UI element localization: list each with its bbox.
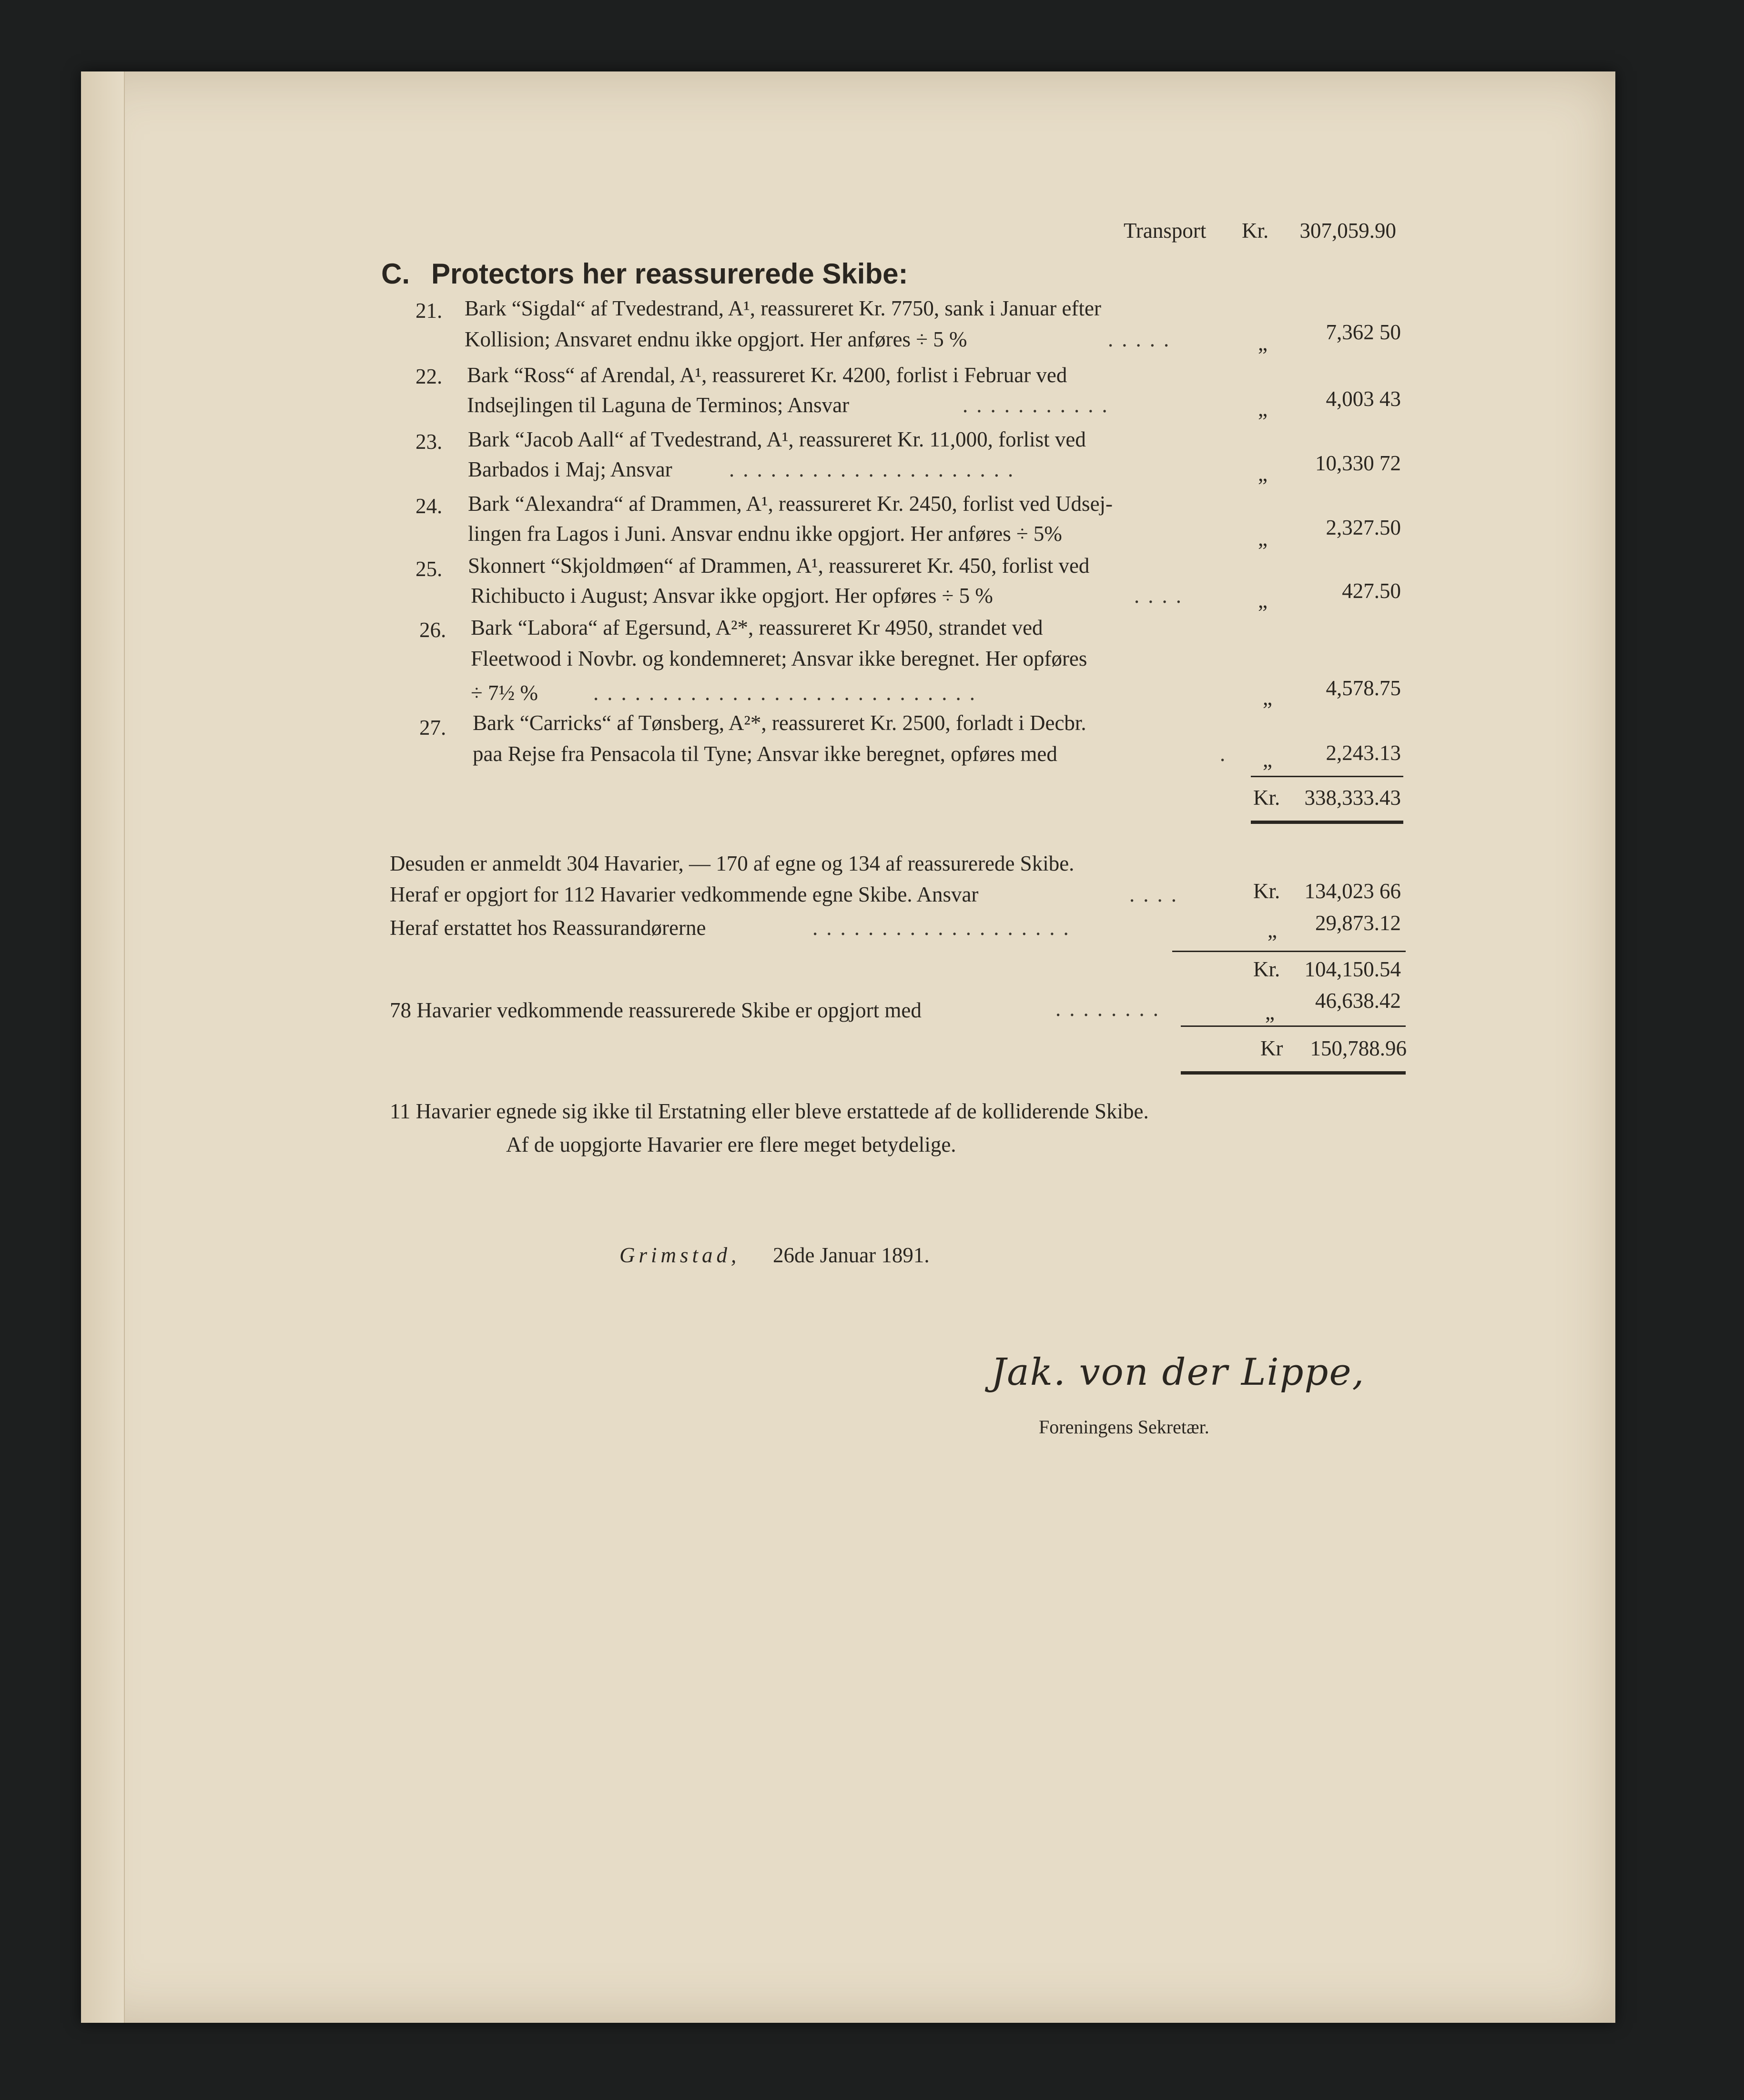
leader-dots: ..................... (729, 457, 1022, 481)
entry-line: Richibucto i August; Ansvar ikke opgjort. Her opføres ÷ 5 % (471, 584, 993, 608)
page-edge (81, 71, 125, 2023)
note-line: 11 Havarier egnede sig ikke til Erstatning eller bleve erstattede af de kolliderende Skibe. (390, 1099, 1149, 1123)
sum-rule (1181, 1025, 1406, 1027)
entry-line: Bark “Jacob Aall“ af Tvedestrand, A¹, reassureret Kr. 11,000, forlist ved (468, 427, 1086, 451)
entry-line: Bark “Carricks“ af Tønsberg, A²*, reassureret Kr. 2500, forladt i Decbr. (473, 711, 1086, 735)
sum-rule (1172, 951, 1406, 952)
entry-amount: 427.50 (1342, 579, 1401, 603)
entry-line: Bark “Sigdal“ af Tvedestrand, A¹, reassureret Kr. 7750, sank i Januar efter (465, 296, 1101, 320)
note-line: Af de uopgjorte Havarier ere flere meget betydelige. (506, 1133, 956, 1157)
entry-line: Skonnert “Skjoldmøen“ af Drammen, A¹, reassureret Kr. 450, forlist ved (468, 554, 1090, 578)
signature-title: Foreningens Sekretær. (1039, 1416, 1209, 1438)
entry-amount: 10,330 72 (1315, 451, 1401, 475)
ditto-mark: „ (1258, 588, 1267, 612)
havarier-amount: 134,023 66 (1304, 879, 1401, 903)
double-rule (1251, 821, 1403, 824)
entry-line: Barbados i Maj; Ansvar (468, 457, 672, 481)
entry-number: 22. (416, 365, 443, 388)
leader-dots: ................... (812, 916, 1077, 940)
transport-label: Transport (1124, 219, 1207, 243)
entry-number: 25. (416, 557, 443, 581)
havarier-line: Desuden er anmeldt 304 Havarier, — 170 af egne og 134 af reassurerede Skibe. (390, 852, 1075, 875)
transport-currency: Kr. (1242, 219, 1269, 243)
havarier-amount: 29,873.12 (1315, 911, 1401, 935)
ditto-mark: „ (1263, 686, 1272, 710)
havarier-line: 78 Havarier vedkommende reassurerede Skibe er opgjort med (390, 998, 922, 1022)
entry-line: Fleetwood i Novbr. og kondemneret; Ansvar ikke beregnet. Her opføres (471, 647, 1087, 670)
subtotal-amount: 338,333.43 (1304, 786, 1401, 810)
leader-dots: ..... (1108, 327, 1178, 351)
total-amount: 150,788.96 (1310, 1036, 1407, 1060)
ditto-mark: „ (1258, 527, 1267, 550)
net-currency: Kr. (1253, 957, 1280, 981)
havarier-line: Heraf er opgjort for 112 Havarier vedkommende egne Skibe. Ansvar (390, 883, 979, 906)
leader-dots: ........... (963, 393, 1116, 417)
section-title: Protectors her reassurerede Skibe: (431, 258, 908, 290)
section-letter: C. (381, 258, 410, 290)
net-amount: 104,150.54 (1304, 957, 1401, 981)
entry-line: Indsejlingen til Laguna de Terminos; Ansvar (467, 393, 850, 417)
total-currency: Kr (1260, 1036, 1283, 1060)
handwritten-signature: Jak. von der Lippe, (991, 1351, 1365, 1394)
leader-dots: ............................ (593, 681, 984, 705)
leader-dots: . (1220, 742, 1234, 766)
entry-line: Kollision; Ansvaret endnu ikke opgjort. Her anføres ÷ 5 % (465, 327, 967, 351)
ditto-mark: „ (1263, 748, 1272, 771)
leader-dots: .... (1129, 883, 1185, 906)
entry-number: 27. (419, 716, 446, 740)
transport-amount: 307,059.90 (1299, 219, 1396, 243)
ditto-mark: „ (1265, 1000, 1275, 1024)
leader-dots: .... (1134, 584, 1190, 608)
place: Grimstad, (619, 1243, 740, 1267)
entry-line: Bark “Ross“ af Arendal, A¹, reassureret Kr. 4200, forlist i Februar ved (467, 363, 1067, 387)
entry-number: 26. (419, 618, 446, 642)
leader-dots: ........ (1055, 997, 1167, 1021)
entry-amount: 4,003 43 (1326, 387, 1401, 411)
entry-number: 23. (416, 430, 443, 454)
ditto-mark: „ (1258, 331, 1267, 355)
entry-number: 21. (416, 299, 443, 323)
double-rule (1181, 1071, 1406, 1075)
entry-amount: 2,243.13 (1326, 741, 1401, 765)
date: 26de Januar 1891. (773, 1243, 930, 1267)
havarier-line: Heraf erstattet hos Reassurandørerne (390, 916, 706, 940)
entry-amount: 2,327.50 (1326, 516, 1401, 539)
ditto-mark: „ (1258, 462, 1267, 486)
ditto-mark: „ (1258, 397, 1267, 421)
entry-amount: 7,362 50 (1326, 320, 1401, 344)
entry-line: ÷ 7½ % (471, 681, 538, 705)
entry-line: Bark “Alexandra“ af Drammen, A¹, reassureret Kr. 2450, forlist ved Udsej- (468, 492, 1113, 516)
havarier-currency: Kr. (1253, 879, 1280, 903)
havarier-amount: 46,638.42 (1315, 989, 1401, 1013)
ditto-mark: „ (1267, 918, 1277, 942)
sum-rule (1251, 776, 1403, 777)
entry-amount: 4,578.75 (1326, 676, 1401, 700)
entry-line: lingen fra Lagos i Juni. Ansvar endnu ikke opgjort. Her anføres ÷ 5% (468, 522, 1062, 546)
entry-number: 24. (416, 494, 443, 518)
subtotal-currency: Kr. (1253, 786, 1280, 810)
entry-line: Bark “Labora“ af Egersund, A²*, reassureret Kr 4950, strandet ved (471, 616, 1043, 639)
entry-line: paa Rejse fra Pensacola til Tyne; Ansvar ikke beregnet, opføres med (473, 742, 1057, 766)
